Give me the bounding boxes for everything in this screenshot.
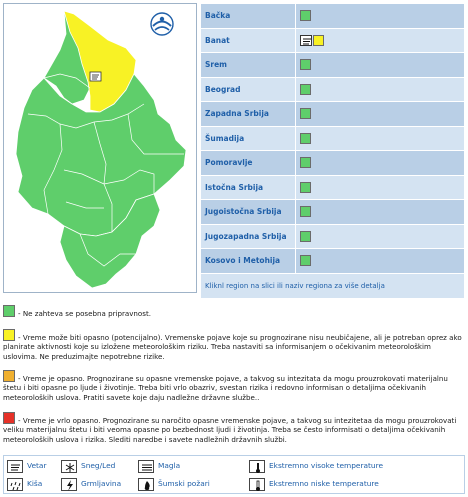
forest-fire-icon bbox=[138, 478, 154, 491]
region-name-link[interactable]: Banat bbox=[201, 28, 296, 53]
warning-level-swatch bbox=[300, 182, 311, 193]
warning-map bbox=[3, 3, 197, 293]
wind-icon bbox=[7, 460, 23, 473]
icon-legend bbox=[3, 455, 465, 494]
region-row[interactable] bbox=[201, 224, 465, 249]
region-name-link[interactable]: Istočna Srbija bbox=[201, 175, 296, 200]
region-warning-cell bbox=[296, 4, 465, 29]
warning-level-swatch bbox=[300, 84, 311, 95]
region-row[interactable] bbox=[201, 53, 465, 78]
serbia-map-svg bbox=[4, 4, 196, 292]
warning-level-swatch bbox=[300, 255, 311, 266]
thunderstorm-icon bbox=[61, 478, 77, 491]
legend-green-text: - Ne zahteva se posebna pripravnost. bbox=[18, 309, 151, 318]
region-warning-cell bbox=[296, 126, 465, 151]
icon-legend-item: Sneg/Led bbox=[61, 458, 115, 474]
warning-level-swatch bbox=[300, 59, 311, 70]
legend-orange-text: - Vreme je opasno. Prognozirane su opasne vremenske pojave, a takvog su intezitata da mogu prouzrokovati materijalnu štetu i biti opasne po ljude i životinje. Treba biti vrlo obazriv, svestan rizika i redovno informisan o detaljima očekivanih meteoroloških uslova. Pratiti savete koje daju nadležne državne službe.. bbox=[3, 374, 448, 402]
warning-level-swatch bbox=[300, 133, 311, 144]
icon-legend-item: Ekstremno niske temperature bbox=[249, 476, 379, 492]
region-table bbox=[200, 3, 465, 299]
region-warning-cell bbox=[296, 200, 465, 225]
rhmz-logo bbox=[151, 13, 173, 35]
region-name-link[interactable]: Jugoistočna Srbija bbox=[201, 200, 296, 225]
region-row[interactable] bbox=[201, 102, 465, 127]
region-row[interactable] bbox=[201, 249, 465, 274]
rain-icon bbox=[7, 478, 23, 491]
region-warning-cell bbox=[296, 224, 465, 249]
icon-legend-item: Vetar bbox=[7, 458, 47, 474]
fog-icon bbox=[138, 460, 154, 473]
region-name-link[interactable]: Bačka bbox=[201, 4, 296, 29]
region-name-link[interactable]: Zapadna Srbija bbox=[201, 102, 296, 127]
warning-level-swatch bbox=[300, 10, 311, 21]
warning-level-swatch bbox=[300, 108, 311, 119]
icon-legend-item: Grmljavina bbox=[61, 476, 121, 492]
region-warning-cell bbox=[296, 53, 465, 78]
region-row[interactable] bbox=[201, 175, 465, 200]
region-warning-cell bbox=[296, 77, 465, 102]
legend-red-text: - Vreme je vrlo opasno. Prognozirane su naročito opasne vremenske pojave, a takvog su intezitetaa da mogu prouzrokovati veliku materijalnu štetu i biti veoma opasne po bezbednost ljudi i životinja. Treba se često informisati o detaljima očekivanih meteoroloških uslova i rizika. Slediti naredbe i savete nadležnih državnih službi. bbox=[3, 416, 457, 444]
legend-yellow-text: - Vreme može biti opasno (potencijalno). Vremenske pojave koje su prognozirane nisu neubičajene, ali je potreban oprez ako planirate aktivnosti koje su izložene meteorološkim riziku. Treba nastaviti sa informisanjem o očekivanim meteorološkim uslovima. Ne preduzimajte nepotrebne rizike. bbox=[3, 333, 462, 361]
banat-wind-icon bbox=[90, 72, 101, 81]
wind-icon bbox=[300, 35, 312, 46]
region-name-link[interactable]: Jugozapadna Srbija bbox=[201, 224, 296, 249]
red-swatch bbox=[3, 412, 15, 424]
region-row[interactable] bbox=[201, 126, 465, 151]
orange-swatch bbox=[3, 370, 15, 382]
region-hint: Kliknl region na slici ili naziv regiona za više detalja bbox=[201, 273, 465, 298]
region-warning-cell bbox=[296, 28, 465, 53]
region-name-link[interactable]: Šumadija bbox=[201, 126, 296, 151]
region-row[interactable] bbox=[201, 77, 465, 102]
legend-orange bbox=[3, 370, 465, 402]
legend-yellow bbox=[3, 329, 465, 361]
high-temperature-icon bbox=[249, 460, 265, 473]
legend-red bbox=[3, 412, 465, 444]
region-name-link[interactable]: Kosovo i Metohija bbox=[201, 249, 296, 274]
icon-legend-item: Magla bbox=[138, 458, 180, 474]
warning-level-swatch bbox=[300, 157, 311, 168]
region-name-link[interactable]: Srem bbox=[201, 53, 296, 78]
region-row[interactable] bbox=[201, 4, 465, 29]
low-temperature-icon bbox=[249, 478, 265, 491]
region-name-link[interactable]: Beograd bbox=[201, 77, 296, 102]
warning-level-swatch bbox=[313, 35, 324, 46]
region-name-link[interactable]: Pomoravlje bbox=[201, 151, 296, 176]
icon-legend-item: Kiša bbox=[7, 476, 42, 492]
green-swatch bbox=[3, 305, 15, 317]
yellow-swatch bbox=[3, 329, 15, 341]
warning-level-swatch bbox=[300, 231, 311, 242]
region-warning-cell bbox=[296, 102, 465, 127]
warning-level-swatch bbox=[300, 206, 311, 217]
region-warning-cell bbox=[296, 151, 465, 176]
region-row[interactable] bbox=[201, 28, 465, 53]
region-row[interactable] bbox=[201, 200, 465, 225]
region-warning-cell bbox=[296, 175, 465, 200]
region-row[interactable] bbox=[201, 151, 465, 176]
snow-ice-icon bbox=[61, 460, 77, 473]
icon-legend-item: Ekstremno visoke temperature bbox=[249, 458, 383, 474]
region-warning-cell bbox=[296, 249, 465, 274]
icon-legend-item: Šumski požari bbox=[138, 476, 210, 492]
